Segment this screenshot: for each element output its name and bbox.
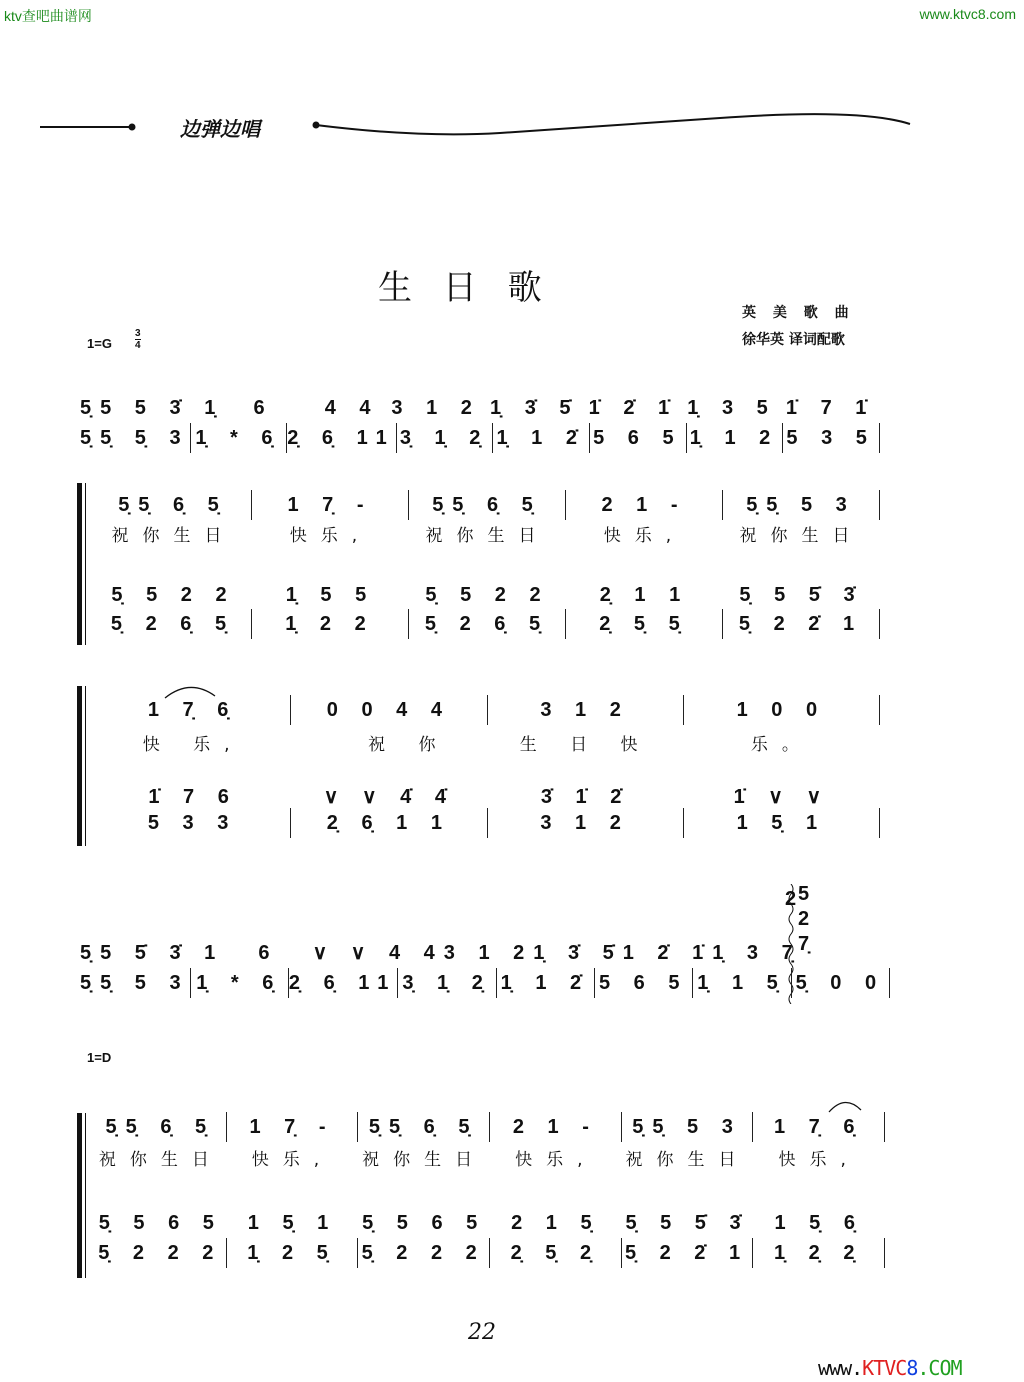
- measure: 1̣ 2 5̣: [227, 1238, 359, 1268]
- measure: 1̣ 3̇ 5̇: [533, 942, 623, 964]
- time-sig-bottom: 4: [135, 340, 141, 351]
- measure: 3 1 2: [391, 397, 481, 419]
- measure: 1̣ 2 2: [252, 609, 409, 639]
- lyrics-row: [95, 1145, 885, 1175]
- lyric-measure: 快乐,: [251, 1150, 334, 1170]
- accompaniment-lower-row: [95, 1238, 885, 1268]
- lyrics-row: [95, 521, 880, 551]
- accompaniment-upper-row: [95, 580, 880, 610]
- measure: 5̣5 5̇ 3̇ 1: [80, 942, 225, 964]
- accompaniment-upper-row: [95, 1208, 885, 1238]
- measure: 1̣ 6: [204, 397, 274, 419]
- measure: 4 4: [295, 397, 380, 419]
- measure: 5̣ 5 5̇ 3̇: [739, 584, 864, 606]
- measure: 1̣ 1 2̇: [497, 968, 595, 998]
- lyricist-credit: 徐华英 译词配歌: [742, 332, 845, 348]
- time-sig-top: 3: [135, 328, 141, 339]
- section-header: 边弹边唱: [180, 117, 260, 141]
- accompaniment-lower-row: [95, 808, 880, 838]
- measure: 2̣ 1 1: [599, 584, 690, 606]
- measure: [802, 938, 890, 968]
- composer-credit: 英 美 歌 曲: [742, 305, 855, 321]
- header-ornament-line: [0, 100, 1024, 150]
- measure: 1 7̣ 6̣: [753, 1112, 885, 1142]
- intro-lower-row: [80, 423, 880, 453]
- melody-row: [95, 695, 880, 725]
- logo-brand: KTVC: [862, 1356, 907, 1380]
- measure: 2 1 5̣: [511, 1212, 601, 1234]
- measure: ∨ ∨ 4 4: [312, 942, 444, 964]
- measure: 5̣5̣ 6̣ 5̣: [409, 490, 566, 520]
- accompaniment-lower-row: [95, 609, 880, 639]
- lyric-measure: 快乐,: [603, 526, 686, 546]
- measure: 2̣ 6̣ 11: [289, 968, 399, 998]
- lyric-measure: 祝你生日: [425, 526, 550, 546]
- chord-note: 5: [798, 883, 810, 905]
- chord-note: 2: [798, 908, 810, 930]
- measure: 5̣ 2 2 2: [358, 1238, 490, 1268]
- measure: 5̣5̣ 5 3: [723, 490, 880, 520]
- lyric-measure: 快乐,: [778, 1150, 860, 1170]
- measure: 5̣5̣ 6̣ 5̣: [95, 1112, 227, 1142]
- lyric-measure: 祝你生日: [739, 526, 864, 546]
- logo-com: .COM: [917, 1356, 962, 1380]
- interlude-lower-row: [80, 968, 890, 998]
- melody-row: [95, 490, 880, 520]
- measure: 3̣ 1̣ 2̣: [397, 423, 494, 453]
- chord-note: 7̣: [798, 933, 810, 955]
- measure: 5̣ 0 0: [792, 968, 890, 998]
- measure: 2̣ 5̣ 2̣: [490, 1238, 622, 1268]
- measure: 1 5̣ 1: [247, 1212, 338, 1234]
- measure: 3 1 2: [488, 808, 684, 838]
- measure: 5 6 5: [590, 423, 687, 453]
- measure: 5̣5̣ 6̣ 5̣: [358, 1112, 490, 1142]
- lyric-measure: 生 日 快: [519, 735, 652, 755]
- lyric-measure: 快乐,: [515, 1150, 597, 1170]
- measure: 1̣ 5 5: [285, 584, 376, 606]
- intro-upper-row: [80, 393, 880, 423]
- lyric-measure: 快 乐,: [142, 735, 244, 755]
- measure: 2̣ 6̣ 1 1: [291, 808, 487, 838]
- system-bracket: [77, 686, 82, 846]
- logo-www: www.: [818, 1356, 863, 1380]
- lyric-measure: 祝你生日: [111, 526, 236, 546]
- time-signature: [135, 328, 141, 351]
- lyric-measure: 祝 你: [329, 735, 450, 755]
- measure: 1̇ 7 6: [148, 786, 238, 808]
- key-signature-g: 1=G: [87, 336, 112, 351]
- measure: 5̣ 2 6̣ 5̣: [95, 609, 252, 639]
- measure: 5 6 5: [595, 968, 693, 998]
- measure: 3 1 2: [488, 695, 684, 725]
- measure: 6: [258, 942, 279, 964]
- interlude-upper-row: [80, 938, 890, 968]
- watermark-left: ktv查吧曲谱网: [4, 8, 92, 24]
- measure: 1̣ 3 7̣: [712, 942, 802, 964]
- measure: 2̣ 5̣ 5̣: [566, 609, 723, 639]
- measure: 3̣ 1̣ 2̣: [398, 968, 496, 998]
- melody-row: [95, 1112, 885, 1142]
- measure: 5̣5 5 3̇: [80, 397, 190, 419]
- measure: 1̣ * 6̣: [191, 968, 289, 998]
- measure: ∨ ∨ 4̇ 4̇: [323, 786, 455, 808]
- measure: 1 5̣ 6̣: [774, 1212, 864, 1234]
- measure: 5̣ 2 2 2: [95, 1238, 227, 1268]
- logo-eight: 8: [906, 1356, 918, 1380]
- measure: 3̇ 1̇ 2̇: [540, 786, 631, 808]
- measure: 1 7̣ 6̣: [95, 695, 291, 725]
- page-title: 生 日 歌: [378, 268, 552, 308]
- measure: 1 7̣ -: [227, 1112, 359, 1142]
- measure: 5 3 5: [783, 423, 880, 453]
- measure: 1̇ 2̇ 1̇: [588, 397, 679, 419]
- measure: 1̇ ∨ ∨: [733, 786, 831, 808]
- system-bracket: [77, 1113, 82, 1278]
- lyric-measure: 祝你生日: [625, 1150, 750, 1170]
- lyric-measure: 祝你生日: [362, 1150, 487, 1170]
- measure: 5̣ 5 5̇ 3̇: [625, 1212, 750, 1234]
- measure: 5̣ 2 6̣ 5̣: [409, 609, 566, 639]
- measure: 5̣5̣ 5̣ 3: [80, 423, 191, 453]
- measure: 1̣ 1 5̣: [693, 968, 791, 998]
- measure: 5̣ 2 2̇ 1: [723, 609, 880, 639]
- watermark-right: www.ktvc8.com: [919, 6, 1016, 22]
- measure: 5̣5̣ 5 3: [80, 968, 191, 998]
- measure: 1 5̣ 1: [684, 808, 880, 838]
- measure: 2 1 -: [490, 1112, 622, 1142]
- key-signature-d: 1=D: [87, 1050, 112, 1065]
- chord-note: 2: [785, 888, 797, 910]
- measure: 5̣5̣ 5 3: [622, 1112, 754, 1142]
- measure: 1 7̣ -: [252, 490, 409, 520]
- measure: 5̣ 5 2 2: [111, 584, 236, 606]
- measure: 1̣ 1 2̇: [493, 423, 590, 453]
- measure: 5̣5̣ 6̣ 5̣: [95, 490, 252, 520]
- lyrics-row: [95, 730, 880, 760]
- measure: 1̇ 7 1̇: [785, 397, 876, 419]
- measure: 1̣ 1 2: [687, 423, 784, 453]
- measure: 1̣ 3 5: [687, 397, 777, 419]
- measure: 5̣ 5 2 2: [425, 584, 550, 606]
- measure: 5̣ 5 6 5: [362, 1212, 487, 1234]
- system-bracket: [77, 483, 82, 645]
- measure: 1 2̇ 1̇: [622, 942, 713, 964]
- measure: 5 3 3: [95, 808, 291, 838]
- measure: 5̣ 2 2̇ 1: [622, 1238, 754, 1268]
- measure: 2 1 -: [566, 490, 723, 520]
- measure: 0 0 4 4: [291, 695, 487, 725]
- measure: 1̣ * 6̣: [191, 423, 288, 453]
- lyric-measure: 乐。: [750, 735, 813, 755]
- footer-logo: [818, 1356, 962, 1380]
- measure: 1̣ 2̣ 2̣: [753, 1238, 885, 1268]
- measure: 3 1 2: [443, 942, 534, 964]
- measure: 5̣ 5 6 5: [98, 1212, 223, 1234]
- measure: 1 0 0: [684, 695, 880, 725]
- page-number: 22: [468, 1320, 496, 1345]
- measure: 1̣ 3̇ 5̇: [490, 397, 580, 419]
- lyric-measure: 祝你生日: [98, 1150, 223, 1170]
- lyric-measure: 快乐,: [289, 526, 372, 546]
- measure: 2̣ 6̣ 11: [287, 423, 397, 453]
